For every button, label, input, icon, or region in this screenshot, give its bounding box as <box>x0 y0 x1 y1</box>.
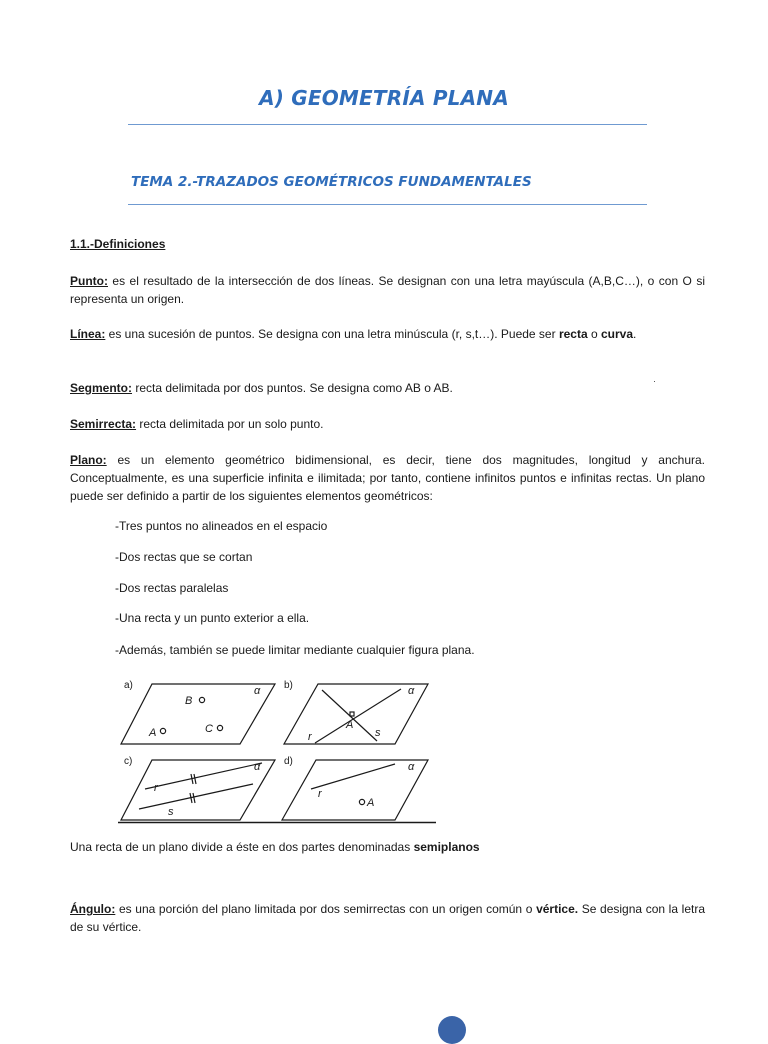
term-semirrecta: Semirrecta: <box>70 417 137 431</box>
definition-segmento-text: recta delimitada por dos puntos. Se designa como AB o AB. <box>132 381 453 395</box>
line-s-label: s <box>375 727 381 739</box>
point-c-label: C <box>205 723 213 735</box>
semiplanos-paragraph <box>70 838 705 856</box>
page-number-badge <box>438 1016 466 1044</box>
point-a-label: A <box>149 727 157 739</box>
point-a-label: A <box>346 719 354 731</box>
definition-segmento <box>70 379 705 397</box>
term-linea: Línea: <box>70 327 106 341</box>
definition-linea-recta: recta <box>558 327 588 341</box>
line-r-label: r <box>308 731 312 743</box>
term-plano: Plano: <box>70 453 107 467</box>
subtitle-divider <box>128 204 647 205</box>
list-item: -Dos rectas que se cortan <box>115 550 253 564</box>
plane-d-outline <box>282 760 428 820</box>
point-a-marker <box>359 799 364 804</box>
panel-tag-b: b) <box>284 680 293 691</box>
list-item: -Una recta y un punto exterior a ella. <box>115 611 310 625</box>
list-item: -Además, también se puede limitar mediante cualquier figura plana. <box>115 643 475 657</box>
panel-tag-a: a) <box>124 680 133 691</box>
definition-semirrecta <box>70 415 705 433</box>
line-r-label: r <box>318 788 322 800</box>
alpha-label-a: α <box>254 685 261 697</box>
definition-punto <box>70 272 705 308</box>
definition-plano <box>70 451 705 505</box>
alpha-label-d: α <box>408 761 415 773</box>
alpha-label-c: α <box>254 761 261 773</box>
plane-c-outline <box>121 760 275 820</box>
point-c-marker <box>217 725 222 730</box>
plane-b-outline <box>284 684 428 744</box>
alpha-label-b: α <box>408 685 415 697</box>
definition-plano-text: es un elemento geométrico bidimensional, es decir, tiene dos magnitudes, longitud y anchura. Conceptualmente, es una superficie infinita e ilimitada; por tanto, contiene infinitos puntos e infinitas rectas. Un plano puede ser definido a partir de los siguientes elementos geométricos: <box>70 453 705 503</box>
definition-angulo <box>70 900 705 936</box>
line-r <box>145 763 262 789</box>
parallel-tick <box>194 774 196 784</box>
stray-dot <box>654 381 655 382</box>
line-r <box>311 764 395 789</box>
point-b-marker <box>199 697 204 702</box>
definition-semirrecta-text: recta delimitada por un solo punto. <box>136 417 324 431</box>
semiplanos-term: semiplanos <box>413 840 480 854</box>
intersection-marker <box>350 712 354 716</box>
list-item: -Tres puntos no alineados en el espacio <box>115 519 328 533</box>
definition-linea-text-1: es una sucesión de puntos. Se designa con una letra minúscula (r, s,t…). Puede ser <box>105 327 559 341</box>
term-angulo: Ángulo: <box>70 902 116 916</box>
parallel-tick <box>193 793 195 803</box>
topic-subtitle: TEMA 2.-TRAZADOS GEOMÉTRICOS FUNDAMENTALES <box>131 174 532 190</box>
term-punto: Punto: <box>70 274 108 288</box>
definition-angulo-text-1: es una porción del plano limitada por dos semirrectas con un origen común o <box>115 902 537 916</box>
page-title: A) GEOMETRÍA PLANA <box>259 86 509 110</box>
planes-figure <box>118 676 436 824</box>
panel-tag-c: c) <box>124 756 133 767</box>
term-segmento: Segmento: <box>70 381 133 395</box>
line-s-label: s <box>168 806 174 818</box>
line-r-label: r <box>154 782 158 794</box>
panel-tag-d: d) <box>284 756 293 767</box>
point-a-marker <box>160 728 165 733</box>
semiplanos-text: Una recta de un plano divide a éste en dos partes denominadas <box>70 840 414 854</box>
point-b-label: B <box>185 695 193 707</box>
title-divider <box>128 124 647 125</box>
definition-linea-text-3: . <box>633 327 637 341</box>
point-a-label: A <box>367 797 375 809</box>
definition-punto-text: es el resultado de la intersección de dos líneas. Se designan con una letra mayúscula (A,B,C…), o con O si representa un origen. <box>70 274 705 306</box>
plane-a-outline <box>121 684 275 744</box>
definition-angulo-text-2: Se designa con la letra de su vértice. <box>70 902 706 934</box>
line-r <box>315 689 401 743</box>
section-heading: 1.1.-Definiciones <box>70 237 166 251</box>
definition-linea-curva: curva <box>600 327 633 341</box>
definition-linea <box>70 325 705 343</box>
definition-linea-text-2: o <box>587 327 601 341</box>
list-item: -Dos rectas paralelas <box>115 581 229 595</box>
definition-angulo-vertice: vértice. <box>536 902 579 916</box>
